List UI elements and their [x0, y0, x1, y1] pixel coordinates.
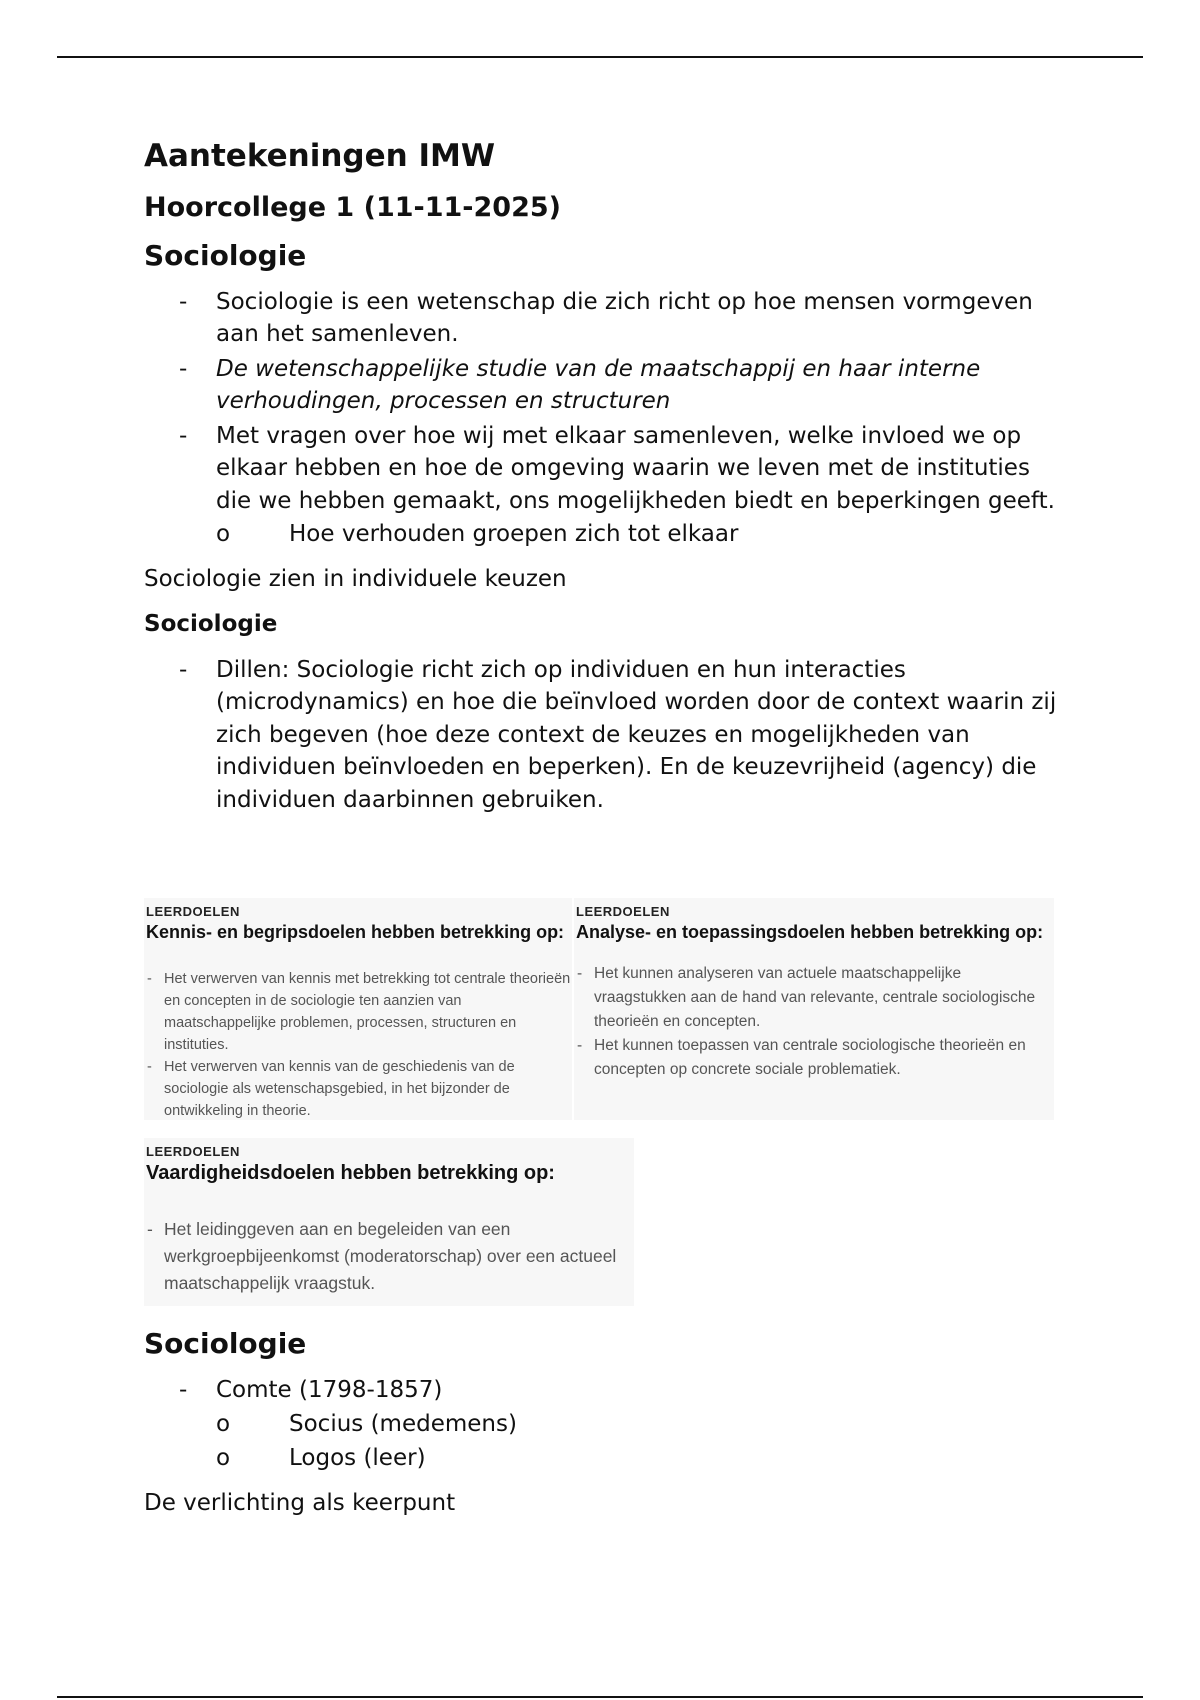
list-item: - Dillen: Sociologie richt zich op individuen en hun interacties (microdynamics) en hoe die beïnvloed worden door de context waarin zij zich begeven (hoe deze context de keuzes en mogelijkheden van individuen beïnvloeden en beperken). En de keuzevrijheid (agency) die individuen daarbinnen gebruiken. — [179, 656, 1057, 813]
slide-kennis-begripsdoelen — [144, 898, 572, 1120]
section-heading-sociologie-1: Sociologie — [144, 238, 307, 272]
leerdoelen-slides — [144, 898, 1054, 1308]
slide-kicker: LEERDOELEN — [146, 904, 240, 919]
list-item: - Comte (1798-1857) o Socius (medemens) o Logos (leer) — [144, 1374, 1064, 1475]
section-heading-sociologie-3: Sociologie — [144, 1327, 307, 1360]
sub-list-item: o Hoe verhouden groepen zich tot elkaar — [216, 521, 739, 548]
lecture-heading: Hoorcollege 1 (11-11-2025) — [144, 192, 561, 224]
section1-sub-list — [216, 517, 1064, 551]
slide-kicker: LEERDOELEN — [576, 904, 670, 919]
page-top-rule — [57, 56, 1143, 58]
list-item: - Sociologie is een wetenschap die zich richt op hoe mensen vormgeven aan het samenleven. — [179, 288, 1033, 348]
slide-item: - Het leidinggeven aan en begeleiden van een werkgroepbijeenkomst (moderatorschap) over een actueel maatschappelijk vraagstuk. — [147, 1219, 617, 1293]
document-body — [144, 138, 1064, 828]
slide-title: Kennis- en begripsdoelen hebben betrekking op: — [146, 922, 565, 942]
slide-analyse-toepassingsdoelen — [574, 898, 1054, 1120]
slide-vaardigheidsdoelen — [144, 1138, 634, 1306]
document-title: Aantekeningen IMW — [144, 138, 496, 174]
section3-bullet-list — [144, 1374, 1064, 1475]
slide-item: - Het kunnen toepassen van centrale sociologische theorieën en concepten op concrete sociale problematiek. — [577, 1036, 1026, 1078]
list-item: - Met vragen over hoe wij met elkaar samenleven, welke invloed we op elkaar hebben en hoe de omgeving waarin we leven met de instituties die we hebben gemaakt, ons mogelijkheden biedt en beperkingen geeft. o Hoe verhouden groepen zich tot elkaar — [144, 420, 1064, 552]
sub-list-item: o Logos (leer) — [216, 1444, 426, 1471]
paragraph-individuele-keuzen: Sociologie zien in individuele keuzen — [144, 566, 567, 593]
slide-item: - Het verwerven van kennis met betrekking tot centrale theorieën en concepten in de sociologie ten aanzien van maatschappelijke problemen, processen, structuren en instituties. — [147, 970, 571, 1053]
slide-title: Vaardigheidsdoelen hebben betrekking op: — [146, 1162, 555, 1184]
section1-bullet-list — [144, 286, 1064, 552]
document-body-continued — [144, 1326, 1064, 1533]
list-item: - De wetenschappelijke studie van de maatschappij en haar interne verhoudingen, processen en structuren — [179, 355, 981, 415]
section2-bullet-list — [144, 654, 1064, 817]
section3-sub-list — [216, 1407, 1064, 1475]
slide-kicker: LEERDOELEN — [146, 1144, 240, 1159]
sub-list-item: o Socius (medemens) — [216, 1410, 517, 1437]
slide-item: - Het verwerven van kennis van de geschiedenis van de sociologie als wetenschapsgebied, in het bijzonder de ontwikkeling in theorie. — [147, 1058, 515, 1119]
slide-item: - Het kunnen analyseren van actuele maatschappelijke vraagstukken aan de hand van relevante, centrale sociologische theorieën en concepten. — [577, 964, 1036, 1030]
slide-title: Analyse- en toepassingsdoelen hebben betrekking op: — [576, 922, 1044, 942]
section-heading-sociologie-2: Sociologie — [144, 610, 278, 637]
page-bottom-rule — [57, 1696, 1143, 1698]
paragraph-verlichting: De verlichting als keerpunt — [144, 1489, 456, 1516]
